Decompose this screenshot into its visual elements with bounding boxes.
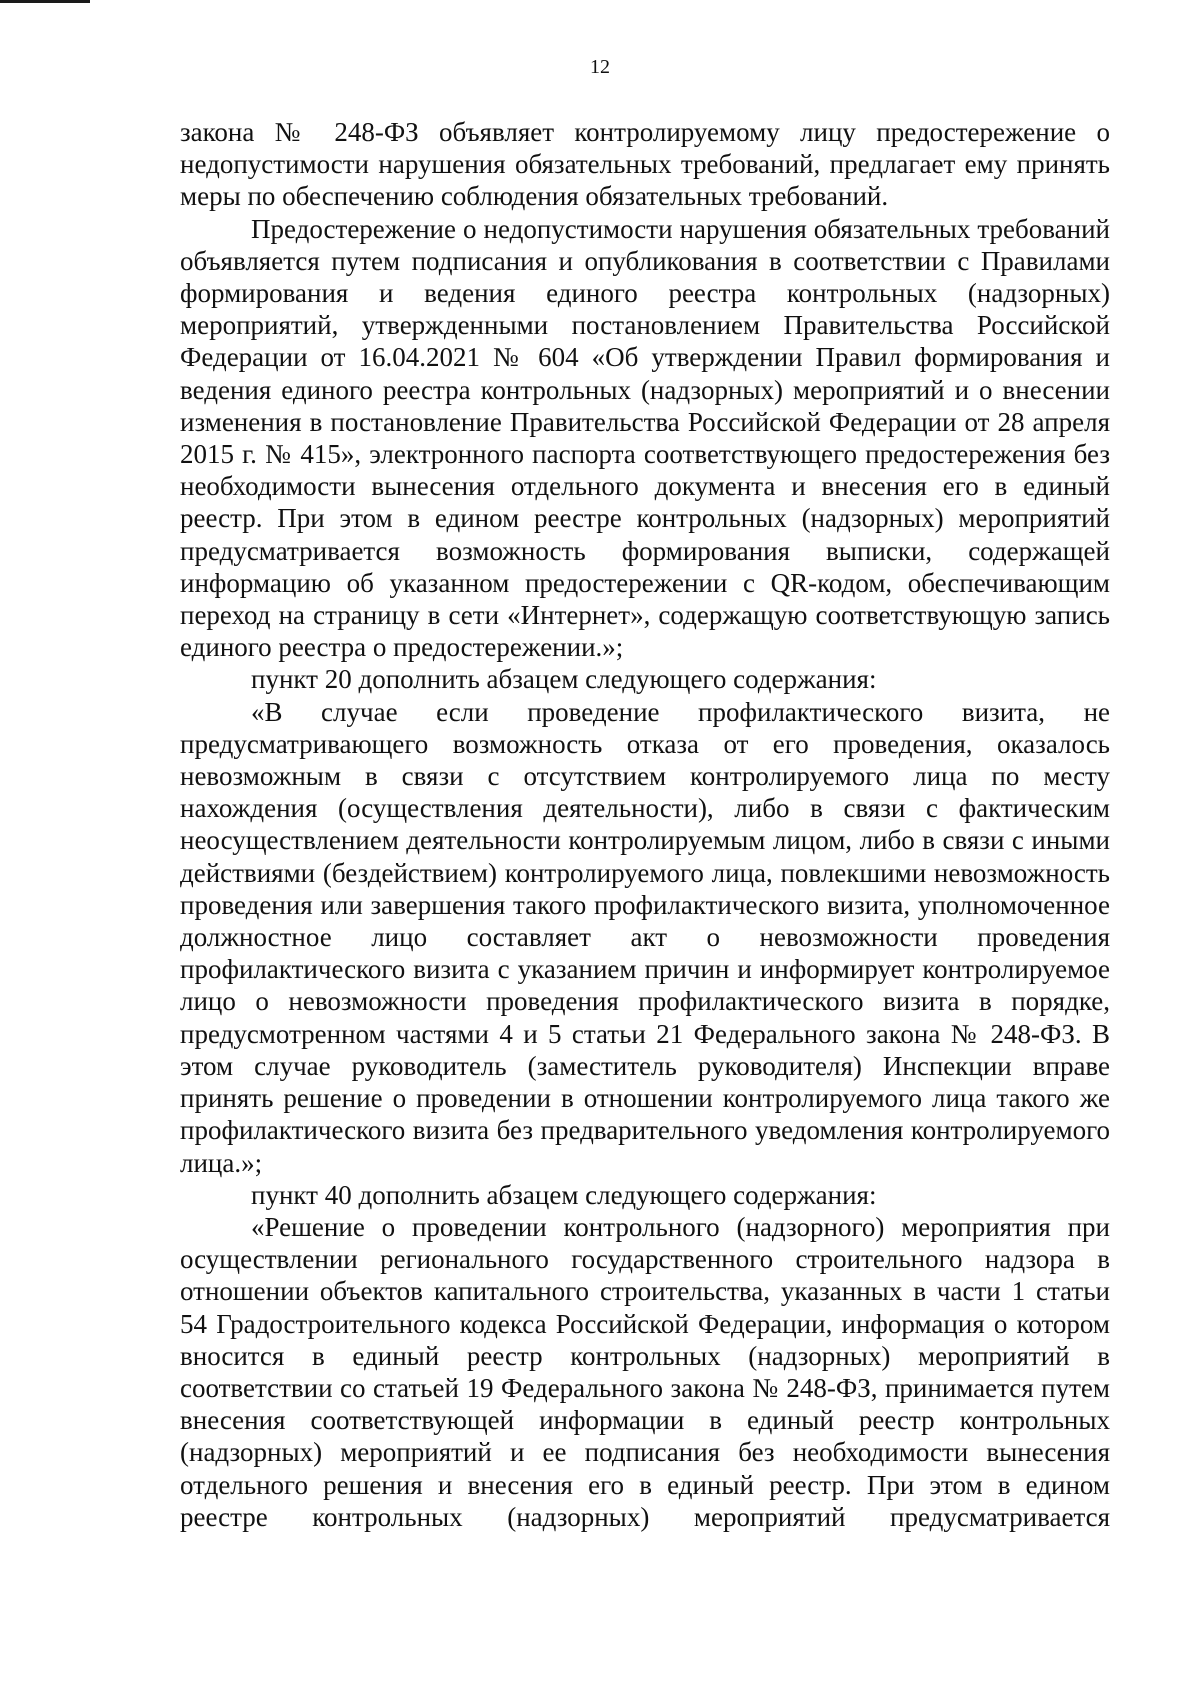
document-body	[180, 116, 1110, 1533]
scan-edge-mark	[0, 0, 90, 3]
page-number: 12	[590, 56, 610, 78]
paragraph-1: закона № 248-ФЗ объявляет контролируемому лицу предостережение о недопустимости нарушения обязательных требований, предлагает ему принять меры по обеспечению соблюдения обязательных требований.	[180, 117, 1110, 212]
paragraph-2: Предостережение о недопустимости нарушения обязательных требований объявляется путем подписания и опубликования в соответствии с Правилами формирования и ведения единого реестра контрольных (надзорных) мероприятий, утвержденными постановлением Правительства Российской Федерации от 16.04.2021 № 604 «Об утверждении Правил формирования и ведения единого реестра контрольных (надзорных) мероприятий и о внесении изменения в постановление Правительства Российской Федерации от 28 апреля 2015 г. № 415», электронного паспорта соответствующего предостережения без необходимости вынесения отдельного документа и внесения его в единый реестр. При этом в едином реестре контрольных (надзорных) мероприятий предусматривается возможность формирования выписки, содержащей информацию об указанном предостережении с QR-кодом, обеспечивающим переход на страницу в сети «Интернет», содержащую соответствующую запись единого реестра о предостережении.»;	[180, 213, 1110, 663]
paragraph-3: пункт 20 дополнить абзацем следующего содержания:	[251, 664, 877, 695]
paragraph-6: «Решение о проведении контрольного (надзорного) мероприятия при осуществлении регионального государственного строительного надзора в отношении объектов капитального строительства, указанных в части 1 статьи 54 Градостроительного кодекса Российской Федерации, информация о котором вносится в единый реестр контрольных (надзорных) мероприятий в соответствии со статьей 19 Федерального закона № 248-ФЗ, принимается путем внесения соответствующей информации в единый реестр контрольных (надзорных) мероприятий и ее подписания без необходимости вынесения отдельного решения и внесения его в единый реестр. При этом в едином реестре контрольных (надзорных) мероприятий предусматривается	[180, 1211, 1110, 1532]
paragraph-5: пункт 40 дополнить абзацем следующего содержания:	[251, 1179, 877, 1210]
paragraph-4: «В случае если проведение профилактического визита, не предусматривающего возможность отказа от его проведения, оказалось невозможным в связи с отсутствием контролируемого лица по месту нахождения (осуществления деятельности), либо в связи с фактическим неосуществлением деятельности контролируемым лицом, либо в связи с иными действиями (бездействием) контролируемого лица, повлекшими невозможность проведения или завершения такого профилактического визита, уполномоченное должностное лицо составляет акт о невозможности проведения профилактического визита с указанием причин и информирует контролируемое лицо о невозможности проведения профилактического визита в порядке, предусмотренном частями 4 и 5 статьи 21 Федерального закона № 248-ФЗ. В этом случае руководитель (заместитель руководителя) Инспекции вправе принять решение о проведении в отношении контролируемого лица такого же профилактического визита без предварительного уведомления контролируемого лица.»;	[180, 696, 1110, 1178]
